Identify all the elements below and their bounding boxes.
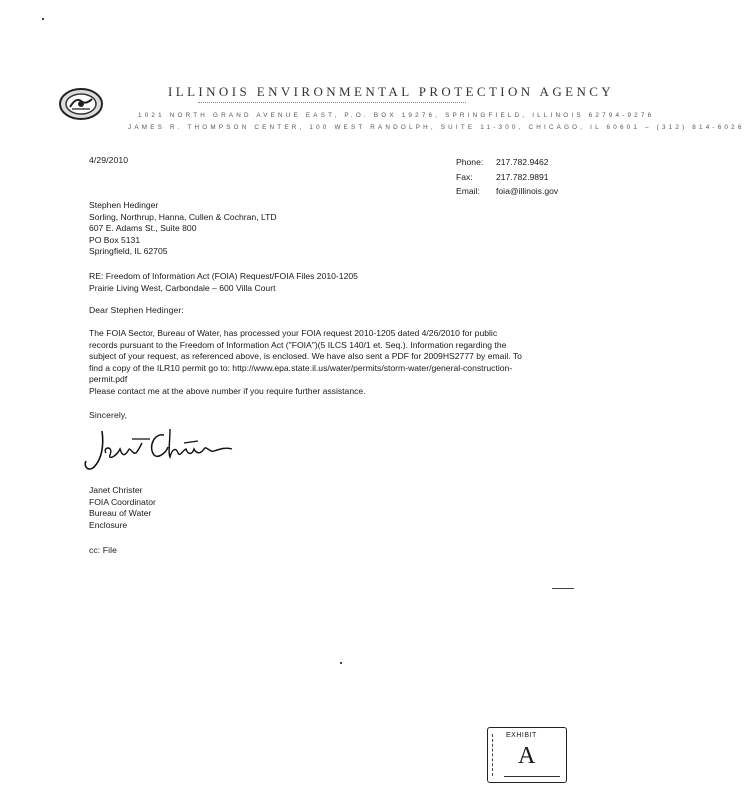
subject-line-2: Prairie Living West, Carbondale – 600 Villa Court bbox=[89, 282, 276, 293]
body-line: Please contact me at the above number if you require further assistance. bbox=[89, 385, 366, 396]
agency-address-line-1: 1021 NORTH GRAND AVENUE EAST, P.O. BOX 19276, SPRINGFIELD, ILLINOIS 62794-9276 bbox=[138, 112, 655, 119]
phone-label: Phone: bbox=[456, 157, 484, 167]
signer-bureau: Bureau of Water bbox=[89, 508, 152, 518]
subject-line bbox=[89, 271, 358, 294]
phone-value: 217.782.9462 bbox=[496, 157, 549, 167]
recipient-address bbox=[89, 200, 277, 258]
fax-value: 217.782.9891 bbox=[496, 171, 549, 182]
exhibit-letter: A bbox=[518, 743, 536, 769]
enclosure-note: Enclosure bbox=[89, 519, 128, 530]
letterhead-divider bbox=[198, 102, 466, 103]
scan-artifact bbox=[340, 662, 342, 664]
email-label: Email: bbox=[456, 186, 480, 196]
signer-name: Janet Christer bbox=[89, 485, 143, 495]
contact-block bbox=[456, 155, 558, 199]
exhibit-label: EXHIBIT bbox=[506, 732, 537, 739]
body-line: The FOIA Sector, Bureau of Water, has processed your FOIA request 2010-1205 dated 4/26/2010 for public bbox=[89, 328, 498, 338]
contact-fax bbox=[456, 170, 558, 185]
signer-block bbox=[89, 485, 156, 531]
email-value: foia@illinois.gov bbox=[496, 186, 559, 196]
handwritten-signature bbox=[80, 425, 250, 475]
agency-seal-logo bbox=[58, 87, 104, 121]
exhibit-stamp bbox=[487, 727, 567, 783]
cc-line: cc: File bbox=[89, 545, 118, 555]
agency-address-line-2: JAMES R. THOMPSON CENTER, 100 WEST RANDOLPH, SUITE 11-300, CHICAGO, IL 60601 – (312) 814-6026 bbox=[128, 124, 745, 131]
subject-line-1: RE: Freedom of Information Act (FOIA) Request/FOIA Files 2010-1205 bbox=[89, 271, 358, 281]
recipient-name: Stephen Hedinger bbox=[89, 200, 159, 210]
stamp-side-marks bbox=[492, 734, 496, 776]
letter-body bbox=[89, 328, 599, 397]
body-line: subject of your request, as referenced above, is enclosed. We have also sent a PDF for 2009HS2777 by email. To bbox=[89, 351, 522, 361]
body-line: find a copy of the ILR10 permit go to: http://www.epa.state.il.us/water/permits/storm-water/general-construction- bbox=[89, 362, 513, 373]
letter-date: 4/29/2010 bbox=[89, 155, 129, 165]
contact-email bbox=[456, 184, 558, 199]
agency-name: ILLINOIS ENVIRONMENTAL PROTECTION AGENCY bbox=[168, 84, 615, 99]
scan-artifact bbox=[552, 588, 574, 589]
signer-title: FOIA Coordinator bbox=[89, 496, 156, 507]
recipient-street: 607 E. Adams St., Suite 800 bbox=[89, 223, 197, 233]
closing: Sincerely, bbox=[89, 410, 128, 420]
body-line: permit.pdf bbox=[89, 374, 128, 384]
recipient-city: Springfield, IL 62705 bbox=[89, 246, 168, 256]
salutation: Dear Stephen Hedinger: bbox=[89, 305, 184, 315]
contact-phone bbox=[456, 155, 558, 170]
stamp-underline bbox=[504, 776, 560, 777]
fax-label: Fax: bbox=[456, 171, 473, 182]
recipient-firm: Sorling, Northrup, Hanna, Cullen & Cochran, LTD bbox=[89, 211, 277, 222]
body-line: records pursuant to the Freedom of Information Act ("FOIA")(5 ILCS 140/1 et. Seq.). Information regarding the bbox=[89, 339, 507, 350]
scan-artifact bbox=[42, 18, 44, 20]
recipient-po-box: PO Box 5131 bbox=[89, 234, 141, 245]
